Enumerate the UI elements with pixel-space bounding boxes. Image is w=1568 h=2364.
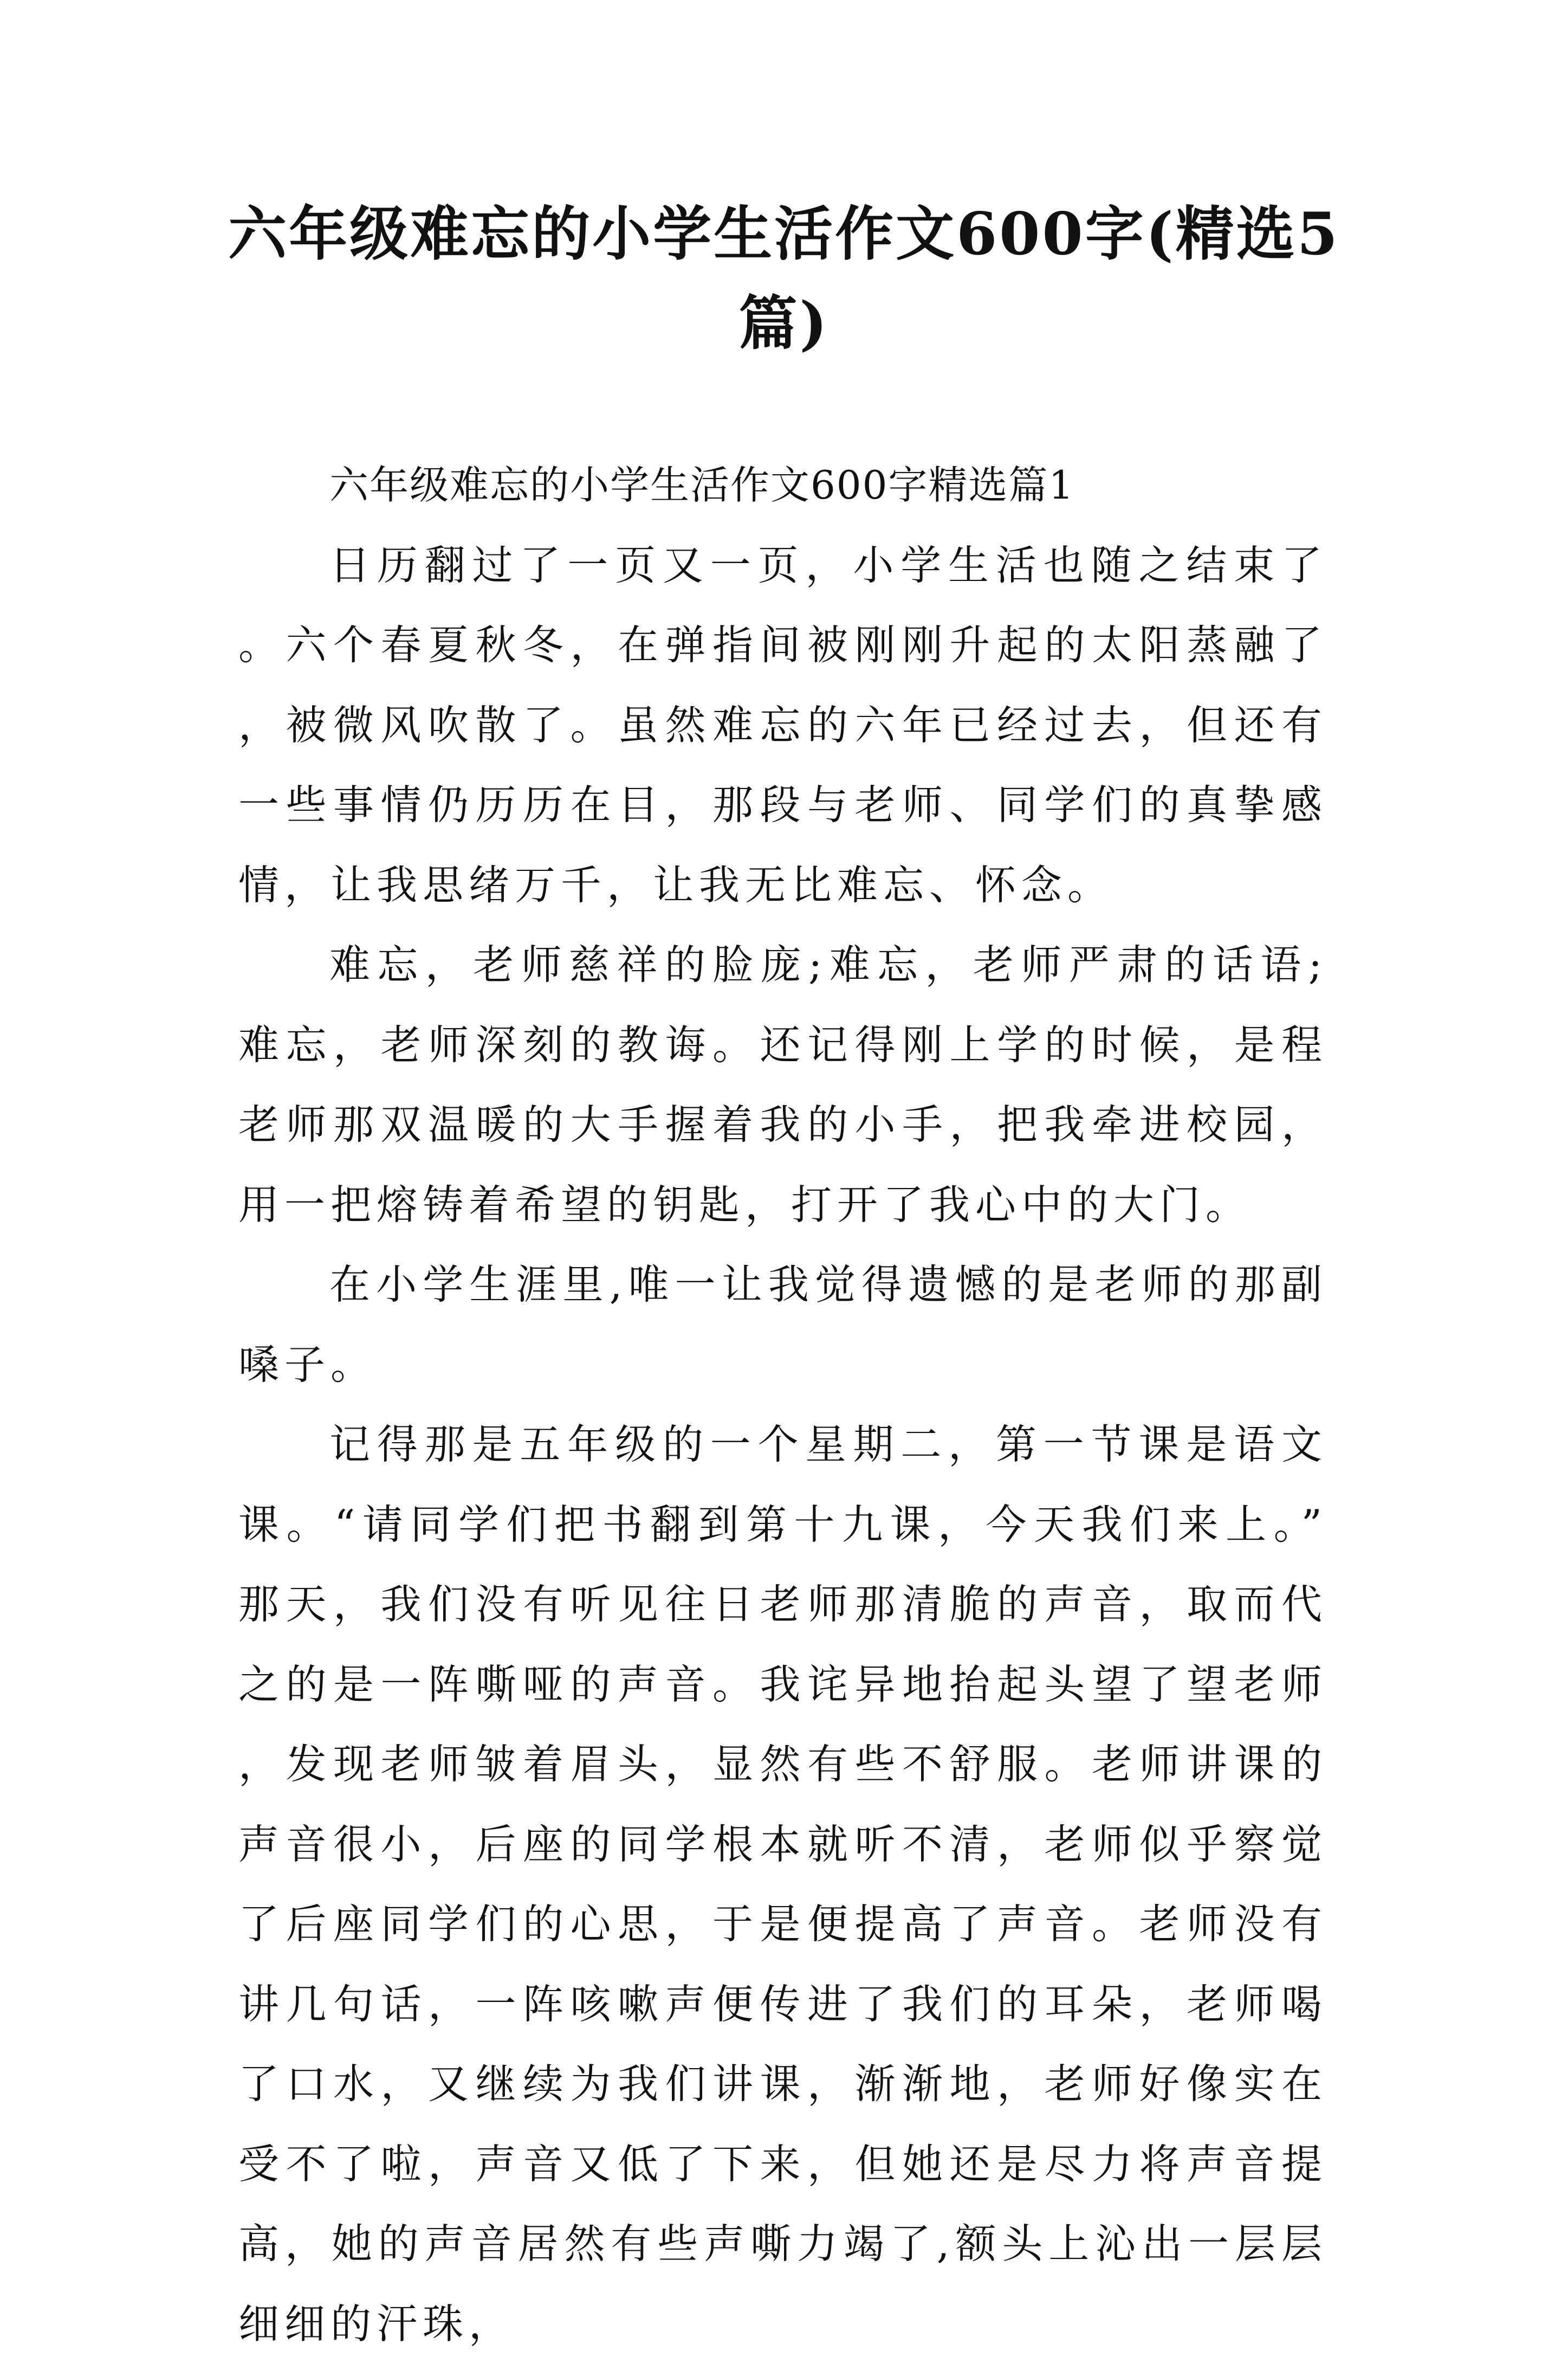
section-heading: 六年级难忘的小学生活作文600字精选篇1 bbox=[329, 462, 1075, 508]
paragraph: 难忘，老师慈祥的脸庞;难忘，老师严肃的话语;难忘，老师深刻的教诲。还记得刚上学的时候，是程老师那双温暖的大手握着我的小手，把我牵进校园，用一把熔铸着希望的钥匙，打开了我心中的大门。 bbox=[238, 941, 1327, 1229]
paragraph: 日历翻过了一页又一页，小学生活也随之结束了。六个春夏秋冬，在弹指间被刚刚升起的太阳蒸融了，被微风吹散了。虽然难忘的六年已经过去，但还有一些事情仍历历在目，那段与老师、同学们的真挚感情，让我思绪万千，让我无比难忘、怀念。 bbox=[238, 541, 1327, 909]
document-title: 六年级难忘的小学生活作文600字(精选5篇) bbox=[228, 200, 1340, 358]
document-body bbox=[238, 445, 1327, 2364]
paragraph: 记得那是五年级的一个星期二，第一节课是语文课。“请同学们把书翻到第十九课，今天我们来上。”那天，我们没有听见往日老师那清脆的声音，取而代之的是一阵嘶哑的声音。我诧异地抬起头望了望老师，发现老师皱着眉头，显然有些不舒服。老师讲课的声音很小，后座的同学根本就听不清，老师似乎察觉了后座同学们的心思，于是便提高了声音。老师没有讲几句话，一阵咳嗽声便传进了我们的耳朵，老师喝了口水，又继续为我们讲课，渐渐地，老师好像实在受不了啦，声音又低了下来，但她还是尽力将声音提高，她的声音居然有些声嘶力竭了,额头上沁出一层层细细的汗珠， bbox=[238, 1420, 1327, 2348]
paragraph: 在小学生涯里,唯一让我觉得遗憾的是老师的那副嗓子。 bbox=[238, 1261, 1327, 1388]
